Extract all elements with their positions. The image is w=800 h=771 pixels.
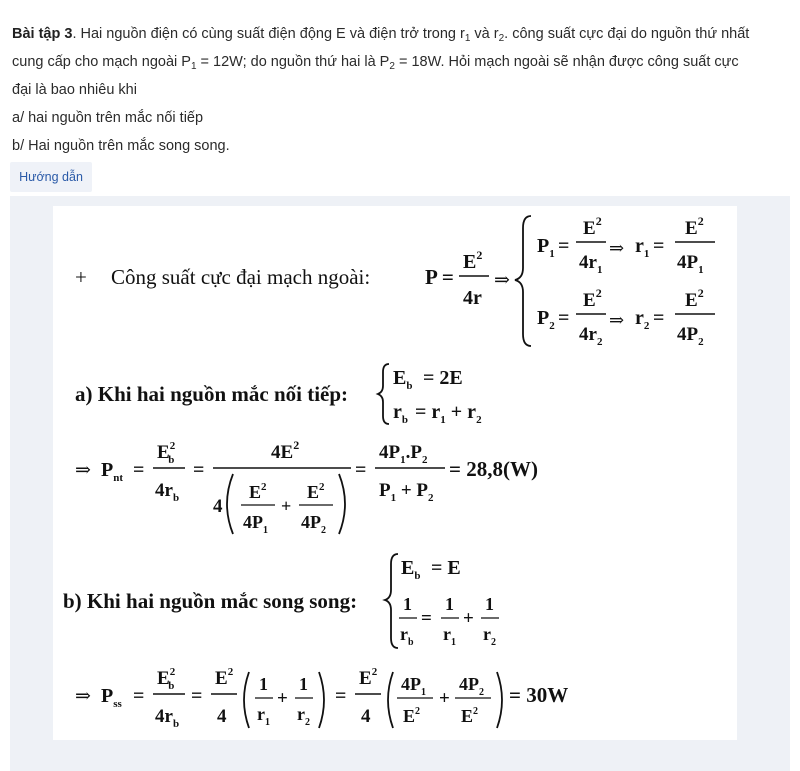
svg-text:r2: $r_2$ <box>635 307 650 332</box>
svg-text:=: = <box>133 459 145 481</box>
svg-text:rb: $r_b$ <box>400 624 414 648</box>
svg-text:=: = <box>558 307 570 329</box>
svg-text:4E2: $4E^2$ <box>271 438 300 463</box>
svg-text:4rb: $4r_b$ <box>155 480 180 504</box>
svg-text:E2: $E^2$ <box>307 481 325 502</box>
svg-text:E2b: $E^2$ b <box>157 440 176 466</box>
svg-text:4: 4 <box>217 706 227 727</box>
svg-text:+: + <box>277 688 288 709</box>
svg-text:Eb: $E_b$ <box>401 557 421 582</box>
svg-text:⇒: ⇒ <box>494 270 510 291</box>
svg-text:⇒: ⇒ <box>609 238 625 258</box>
svg-text:+: + <box>439 688 450 709</box>
svg-text:r1: $r_1$ <box>635 235 650 260</box>
svg-text:P2: $P_2$ <box>537 307 555 332</box>
max-power-formula <box>75 214 715 348</box>
svg-text:4: 4 <box>361 706 371 727</box>
parallel-power-formula <box>75 666 568 730</box>
svg-text:1: 1 <box>445 594 454 614</box>
svg-text:E2: $E^2$ <box>359 666 378 689</box>
svg-text:r2: $r_2$ <box>297 704 310 728</box>
svg-text:4r2: $4r_2$ <box>579 324 603 348</box>
problem-statement <box>12 20 782 160</box>
svg-text:P1: $P_1$ <box>537 235 555 260</box>
svg-text:4r1: $4r_1$ <box>579 252 603 276</box>
problem-line-3: đại là bao nhiêu khi <box>12 82 137 98</box>
svg-text:1: 1 <box>259 674 268 694</box>
svg-text:E2: $E^2$ <box>403 706 421 726</box>
svg-text:E2: $E^2$ <box>583 286 602 311</box>
svg-text:+: + <box>75 265 87 289</box>
svg-text:E2b: $E^2$ b <box>157 666 176 692</box>
svg-text:E2: $E^2$ <box>249 481 267 502</box>
problem-line-1: Bài tập 3. Hai nguồn điện có cùng suất điện động E và điện trở trong $r_1$ và $r_2$. công suất cực đại do nguồn thứ nhất <box>12 26 750 44</box>
parallel-case <box>63 554 499 648</box>
svg-text:= 2E: = 2E <box>423 367 463 389</box>
svg-text:4P1: $4P_1$ <box>677 252 704 276</box>
svg-text:=: = <box>335 685 347 707</box>
intro-text: Công suất cực đại mạch ngoài: <box>111 265 371 289</box>
svg-text:1: 1 <box>299 674 308 694</box>
svg-text:=: = <box>653 307 665 329</box>
svg-text:r2: $r_2$ <box>483 624 496 648</box>
svg-text:4P2: $4P_2$ <box>677 324 704 348</box>
svg-text:+: + <box>281 496 292 516</box>
series-heading: a) Khi hai nguồn mắc nối tiếp: <box>75 382 349 406</box>
svg-text:E2: $E^2$ <box>583 214 602 239</box>
guide-button[interactable]: Hướng dẫn <box>10 162 92 192</box>
svg-text:1: 1 <box>403 594 412 614</box>
solution-image <box>53 206 737 740</box>
svg-text:r1: $r_1$ <box>257 704 270 728</box>
series-case <box>75 364 482 426</box>
svg-text:E2: $E^2$ <box>215 666 234 689</box>
svg-text:Eb: $E_b$ <box>393 367 413 392</box>
exercise-title: Bài tập 3 <box>12 26 73 42</box>
svg-text:= E: = E <box>431 557 461 579</box>
svg-text:=: = <box>133 685 145 707</box>
svg-text:=: = <box>421 608 432 629</box>
svg-text:⇒: ⇒ <box>75 686 91 707</box>
svg-text:4rb: $4r_b$ <box>155 706 180 730</box>
problem-line-2: cung cấp cho mạch ngoài $P_1 = 12W$; do nguồn thứ hai là $P_2 = 18W$. Hỏi mạch ngoài sẽ nhận được công suất cực <box>12 54 739 72</box>
svg-text:E2: $E^2$ <box>461 706 479 726</box>
svg-text:=: = <box>193 459 205 481</box>
series-power-formula <box>75 438 538 536</box>
svg-text:Pnt: $P_{nt}$ <box>101 459 123 484</box>
svg-text:4P1: $4P_1$ <box>243 512 268 536</box>
solution-formulas <box>53 206 737 740</box>
question-part-b: b/ Hai nguồn trên mắc song song. <box>12 138 230 154</box>
svg-text:=: = <box>653 235 665 257</box>
svg-text:=: = <box>558 235 570 257</box>
svg-text:E2: $E^2$ <box>685 286 704 311</box>
svg-text:⇒: ⇒ <box>609 310 625 330</box>
svg-text:4: 4 <box>213 496 223 517</box>
svg-text:r1: $r_1$ <box>443 624 456 648</box>
svg-text:4P1: $4P_1$ <box>401 674 426 698</box>
parallel-heading: b) Khi hai nguồn mắc song song: <box>63 589 358 613</box>
svg-text:= r1 + r2: = $r_1 + r_2$ <box>415 401 482 426</box>
svg-text:P1 + P2: $P_1 + P_2$ <box>379 480 434 504</box>
svg-text:Pss: $P_{ss}$ <box>101 685 122 710</box>
svg-text:+: + <box>463 608 474 629</box>
svg-text:P =: P = <box>425 265 454 289</box>
svg-text:E2: $E^2$ <box>463 248 483 273</box>
svg-text:=: = <box>191 685 203 707</box>
svg-text:=: = <box>355 459 367 481</box>
svg-text:4P2: $4P_2$ <box>459 674 484 698</box>
svg-text:4r: 4r <box>463 287 482 309</box>
question-part-a: a/ hai nguồn trên mắc nối tiếp <box>12 110 204 126</box>
svg-text:4P1.P2: $4P_1.P_2$ <box>379 442 428 466</box>
svg-text:E2: $E^2$ <box>685 214 704 239</box>
series-result: = 28,8(W) <box>449 457 538 481</box>
svg-text:1: 1 <box>485 594 494 614</box>
parallel-result: = 30W <box>509 683 569 707</box>
svg-text:⇒: ⇒ <box>75 460 91 481</box>
svg-text:4P2: $4P_2$ <box>301 512 326 536</box>
svg-text:rb: $r_b$ <box>393 401 409 426</box>
